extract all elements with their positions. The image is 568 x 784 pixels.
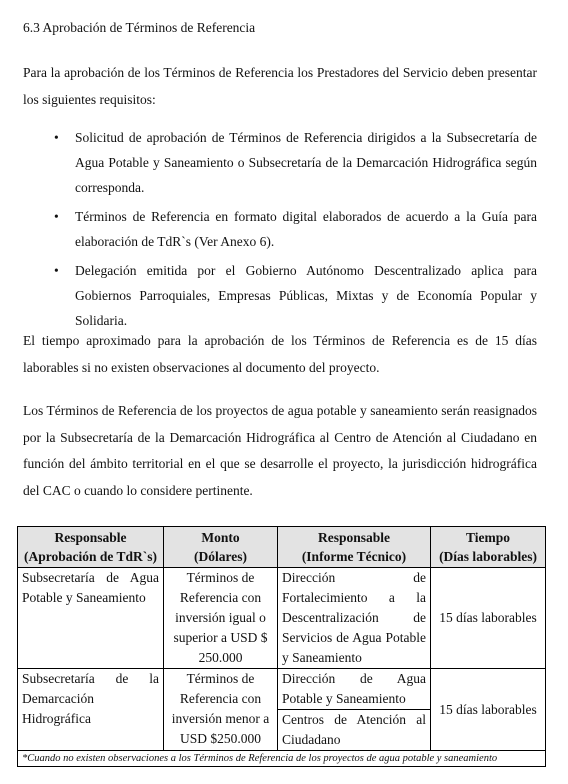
- bullet-icon: •: [54, 209, 59, 224]
- table-header-row: [18, 527, 546, 568]
- approval-table: [17, 526, 546, 767]
- informe-cell: [278, 669, 431, 751]
- time-paragraph: El tiempo aproximado para la aprobación de los Términos de Referencia es de 15 días laborables si no existen observaciones al documento del proyecto.: [23, 333, 537, 375]
- table-footnote-row: [18, 751, 546, 767]
- tiempo-cell: 15 días laborables: [431, 568, 546, 669]
- table-row: [18, 568, 546, 669]
- column-header: Monto (Dólares): [164, 527, 278, 568]
- informe-entry: Dirección de Agua Potable y Saneamiento: [278, 669, 430, 710]
- list-item: [50, 204, 537, 254]
- informe-cell: Dirección de Fortalecimiento a la Descentralización de Servicios de Agua Potable y Saneamiento: [278, 568, 431, 669]
- reassign-paragraph: Los Términos de Referencia de los proyectos de agua potable y saneamiento serán reasignados por la Subsecretaría de la Demarcación Hidrográfica al Centro de Atención al Ciudadano en función del ámbito territorial en el que se desarrolle el proyecto, la jurisdicción hidrográfica del CAC o cuando lo considere pertinente.: [23, 403, 537, 498]
- intro-paragraph: Para la aprobación de los Términos de Referencia los Prestadores del Servicio deben presentar los siguientes requisitos:: [23, 65, 537, 107]
- requirement-text: Términos de Referencia en formato digital elaborados de acuerdo a la Guía para elaboración de TdR`s (Ver Anexo 6).: [75, 209, 537, 249]
- requirement-text: Delegación emitida por el Gobierno Autónomo Descentralizado aplica para Gobiernos Parroquiales, Empresas Públicas, Mixtas y de Economía Popular y Solidaria.: [75, 263, 537, 328]
- column-header: Tiempo (Días laborables): [431, 527, 546, 568]
- informe-entry: Centros de Atención al Ciudadano: [282, 712, 426, 747]
- requirement-text: Solicitud de aprobación de Términos de Referencia dirigidos a la Subsecretaría de Agua Potable y Saneamiento o Subsecretaría de la Demarcación Hidrográfica según corresponda.: [75, 130, 537, 195]
- table-row: [18, 669, 546, 751]
- bullet-icon: •: [54, 263, 59, 278]
- requirements-list: [50, 125, 537, 337]
- section-title: 6.3 Aprobación de Términos de Referencia: [23, 20, 256, 35]
- monto-cell: Términos de Referencia con inversión menor a USD $250.000: [164, 669, 278, 751]
- column-header: Responsable (Aprobación de TdR`s): [18, 527, 164, 568]
- responsable-cell: Subsecretaría de la Demarcación Hidrográfica: [18, 669, 164, 751]
- list-item: [50, 125, 537, 200]
- tiempo-cell: 15 días laborables: [431, 669, 546, 751]
- monto-cell: Términos de Referencia con inversión igual o superior a USD $ 250.000: [164, 568, 278, 669]
- responsable-cell: Subsecretaría de Agua Potable y Saneamiento: [18, 568, 164, 669]
- bullet-icon: •: [54, 130, 59, 145]
- table-footnote: *Cuando no existen observaciones a los Términos de Referencia de los proyectos de agua potable y saneamiento: [18, 751, 546, 767]
- column-header: Responsable (Informe Técnico): [278, 527, 431, 568]
- list-item: [50, 258, 537, 333]
